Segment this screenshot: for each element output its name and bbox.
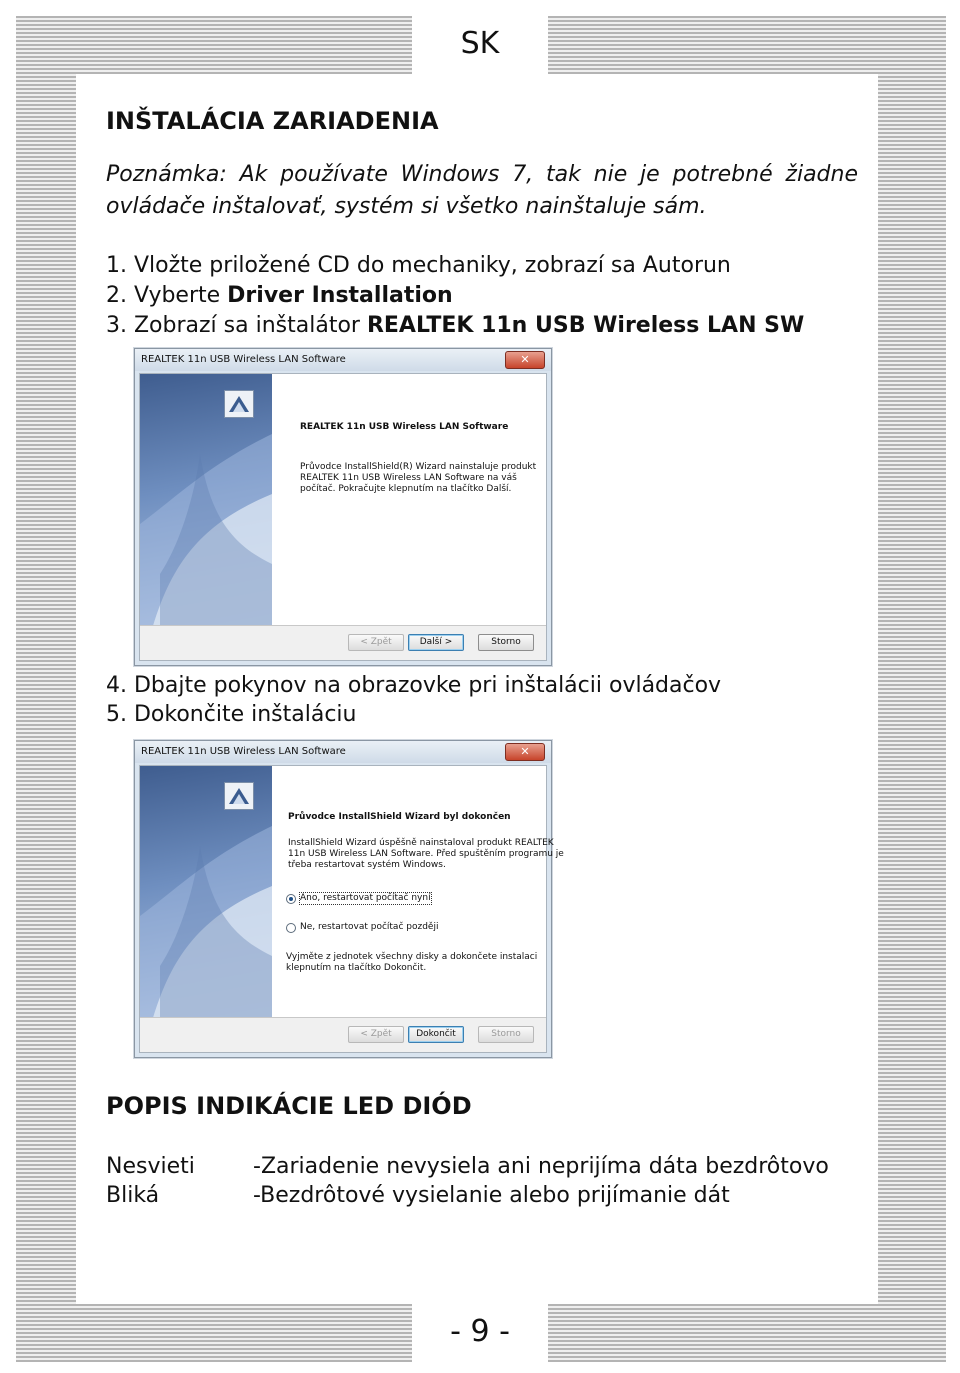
installer-finish-screenshot [134, 740, 564, 1058]
led-state-off-description: -Zariadenie nevysiela ani neprijíma dáta bezdrôtovo [253, 1154, 829, 1179]
restart-later-radio[interactable] [286, 923, 296, 933]
cancel-button[interactable]: Storno [478, 1026, 534, 1043]
led-state-blink-term: Bliká [106, 1183, 160, 1208]
wizard-footer-line-1: Vyjměte z jednotek všechny disky a dokončete instalaci [286, 952, 538, 962]
led-state-off-term: Nesvieti [106, 1154, 195, 1179]
installshield-logo-icon [224, 390, 254, 418]
step-3-highlight: REALTEK 11n USB Wireless LAN SW [366, 313, 805, 338]
window-titlebar [135, 741, 551, 763]
wizard-text-line-3: počítač. Pokračujte klepnutím na tlačítko Další. [300, 484, 512, 494]
page-frame-right [878, 16, 946, 1362]
finish-button[interactable]: Dokončit [408, 1026, 464, 1043]
back-button[interactable]: < Zpět [348, 634, 404, 651]
step-2-highlight: Driver Installation [227, 283, 453, 308]
step-4: 4. Dbajte pokynov na obrazovke pri inštalácii ovládačov [106, 673, 722, 698]
step-2 [106, 283, 453, 308]
window-title: REALTEK 11n USB Wireless LAN Software [141, 354, 346, 365]
wizard-text-line-1: InstallShield Wizard úspěšně nainstaloval produkt REALTEK [288, 838, 554, 848]
installshield-logo-icon [224, 782, 254, 810]
language-code: SK [460, 26, 500, 61]
step-3 [106, 313, 804, 338]
step-2-text: 2. Vyberte [106, 283, 228, 308]
page-frame-left [16, 16, 76, 1362]
page-number: - 9 - [450, 1314, 510, 1349]
window-titlebar [135, 349, 551, 371]
wizard-text-line-2: REALTEK 11n USB Wireless LAN Software na váš [300, 473, 517, 483]
led-state-blink-description: -Bezdrôtové vysielanie alebo prijímanie dát [253, 1183, 730, 1208]
window-title: REALTEK 11n USB Wireless LAN Software [141, 746, 346, 757]
close-button[interactable]: ✕ [505, 743, 545, 761]
step-1: 1. Vložte priložené CD do mechaniky, zobrazí sa Autorun [106, 253, 731, 278]
next-button[interactable]: Další > [408, 634, 464, 651]
wizard-text-line-2: 11n USB Wireless LAN Software. Před spuštěním programu je [288, 849, 564, 859]
restart-now-label[interactable]: Ano, restartovat počítač nyní [300, 893, 431, 903]
back-button[interactable]: < Zpět [348, 1026, 404, 1043]
note-line-1: Poznámka: Ak používate Windows 7, tak nie je potrebné žiadne [106, 162, 858, 187]
wizard-footer-line-2: klepnutím na tlačítko Dokončit. [286, 963, 427, 973]
wizard-side-banner [140, 766, 272, 1018]
wizard-client-area [139, 373, 547, 661]
wizard-button-bar [140, 625, 546, 660]
wizard-text-line-3: třeba restartovat systém Windows. [288, 860, 446, 870]
wizard-button-bar [140, 1017, 546, 1052]
restart-later-label[interactable]: Ne, restartovat počítač později [300, 922, 439, 932]
close-button[interactable]: ✕ [505, 351, 545, 369]
installer-welcome-screenshot [134, 348, 552, 666]
section-title-led: POPIS INDIKÁCIE LED DIÓD [106, 1092, 472, 1120]
step-5: 5. Dokončite inštaláciu [106, 702, 357, 727]
restart-now-radio[interactable] [286, 894, 296, 904]
wizard-heading: REALTEK 11n USB Wireless LAN Software [300, 422, 509, 432]
cancel-button[interactable]: Storno [478, 634, 534, 651]
wizard-client-area [139, 765, 564, 1053]
note-line-2: ovládače inštalovať, systém si všetko nainštaluje sám. [106, 194, 707, 219]
wizard-text-line-1: Průvodce InstallShield(R) Wizard nainstaluje produkt [300, 462, 537, 472]
step-3-text: 3. Zobrazí sa inštalátor [106, 313, 367, 338]
section-title-installation: INŠTALÁCIA ZARIADENIA [106, 107, 439, 135]
wizard-heading: Průvodce InstallShield Wizard byl dokončen [288, 812, 511, 822]
wizard-side-banner [140, 374, 272, 626]
